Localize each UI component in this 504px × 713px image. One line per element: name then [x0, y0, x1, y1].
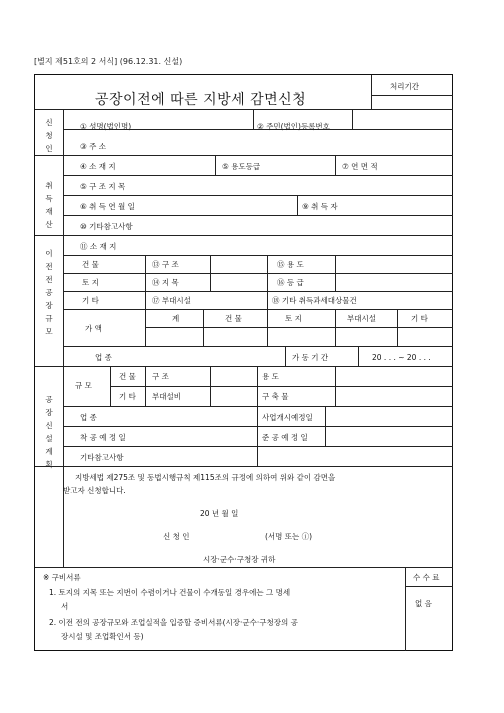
- acquired-other-label: ⑩ 기타참고사항: [80, 222, 133, 231]
- etc-label: 기 타: [82, 296, 99, 305]
- signature-field[interactable]: [210, 527, 260, 541]
- divider: [63, 215, 453, 216]
- plan-facility-label: 부대설비: [152, 392, 181, 401]
- divider: [110, 386, 453, 387]
- land-grade-label: ⑯ 등 급: [277, 278, 304, 287]
- price-total-label: 계: [172, 314, 180, 323]
- divider: [352, 109, 353, 129]
- signature-hint: (서명 또는 ⓘ): [265, 532, 313, 541]
- statement-line-1: 지방세법 제275조 및 동법시행규칙 제115조의 규정에 의하여 위와 같이 감면을: [75, 473, 336, 482]
- divider: [405, 586, 453, 587]
- divider: [63, 406, 453, 407]
- etc-other-label: ⑱ 기타 취득과세대상물건: [272, 296, 357, 305]
- plan-other-label: 기타참고사항: [80, 453, 124, 462]
- divider: [215, 155, 216, 175]
- divider: [335, 255, 336, 291]
- divider: [253, 109, 254, 129]
- construction-start-label: 착 공 예 정 일: [80, 433, 126, 442]
- divider: [63, 273, 453, 274]
- divider: [257, 366, 258, 466]
- divider: [63, 309, 453, 310]
- divider: [285, 346, 286, 366]
- processing-period-label: 처리기간: [390, 82, 419, 91]
- divider: [63, 175, 453, 176]
- addressee: 시장·군수·구청장 귀하: [203, 555, 276, 564]
- plan-section-label: 공 장 신 설 계 획: [45, 395, 53, 469]
- zoning-label: ⑤ 용도등급: [222, 162, 261, 171]
- price-label: 가 액: [85, 324, 102, 333]
- applicant-signature-label: 신 청 인: [163, 532, 190, 541]
- required-docs-heading: ※ 구비서류: [43, 573, 81, 582]
- divider: [63, 446, 453, 447]
- fee-label: 수 수 료: [413, 573, 440, 582]
- divider: [63, 426, 453, 427]
- divider: [35, 466, 453, 467]
- divider: [335, 155, 336, 175]
- before-section-label: 이 전 전 공 장 규 모: [45, 249, 53, 336]
- form-title: 공장이전에 따른 지방세 감면신청: [95, 92, 307, 108]
- divider: [63, 195, 453, 196]
- scale-label: 규 모: [75, 381, 92, 390]
- divider: [358, 346, 359, 366]
- structure-label: ⑤ 구 조 지 목: [80, 182, 126, 191]
- land-label: 토 지: [82, 278, 99, 287]
- divider: [63, 129, 453, 130]
- statement-line-2: 받고자 신청합니다.: [63, 486, 126, 495]
- completion-label: 준 공 예 정 일: [262, 433, 308, 442]
- address-field[interactable]: [150, 135, 450, 151]
- divider: [335, 366, 336, 406]
- price-etc-label: 기 타: [411, 314, 428, 323]
- form-caption: [별지 제51호의 2 서식] (96.12.31. 신설): [34, 57, 183, 66]
- applicant-section-label: 신 청 인: [45, 118, 53, 153]
- plan-structure-label: 구 조: [152, 372, 169, 381]
- required-doc-1: 1. 토지의 지목 또는 지번이 수렴이거나 건물이 수개동일 경우에는 그 명세: [49, 588, 291, 597]
- divider: [63, 346, 453, 347]
- fee-value: 없 음: [415, 599, 432, 608]
- divider: [371, 95, 453, 96]
- application-date: 20 년 월 일: [200, 509, 239, 518]
- application-form: [34, 74, 453, 651]
- divider: [35, 366, 453, 367]
- plan-use-label: 용 도: [262, 372, 279, 381]
- divider: [145, 255, 146, 309]
- required-doc-2-continued: 장시설 및 조업확인서 등): [61, 632, 144, 641]
- acquisition-date-label: ⑥ 취 득 연 월 일: [80, 202, 135, 211]
- reg-no-label: ② 주민(법인)등록번호: [257, 122, 330, 131]
- area-label: ⑦ 연 면 적: [342, 162, 378, 171]
- operation-period-value: 20 . . . ~ 20 . . .: [372, 353, 431, 362]
- price-land-label: 토 지: [285, 314, 302, 323]
- acquired-location-label: ④ 소 재 지: [80, 162, 116, 171]
- building-use-label: ⑮ 용 도: [277, 260, 304, 269]
- divider: [63, 109, 64, 567]
- divider: [35, 235, 453, 236]
- business-start-label: 사업개시예정일: [262, 413, 313, 422]
- divider: [145, 327, 453, 328]
- divider: [63, 291, 453, 292]
- divider: [267, 255, 268, 309]
- name-label: ① 성명(법인명): [80, 122, 132, 131]
- address-label: ③ 주 소: [80, 142, 106, 151]
- divider: [371, 75, 372, 109]
- divider: [210, 255, 211, 291]
- building-structure-label: ⑬ 구 조: [152, 260, 179, 269]
- divider: [405, 567, 406, 651]
- divider: [35, 567, 453, 568]
- acquired-section-label: 취 득 재 산: [45, 181, 53, 229]
- required-doc-1-continued: 서: [61, 602, 69, 611]
- land-category-label: ⑭ 지 목: [152, 278, 179, 287]
- divider: [210, 366, 211, 406]
- price-building-label: 건 물: [225, 314, 242, 323]
- required-doc-2: 2. 이전 전의 공장규모와 조업실적을 입증할 증비서류(시장·군수·구청장의 공: [49, 618, 298, 627]
- price-facility-label: 부대시설: [347, 314, 376, 323]
- business-label: 업 종: [95, 353, 112, 362]
- before-location-label: ⑪ 소 재 지: [80, 242, 117, 251]
- divider: [35, 109, 453, 110]
- building-label: 건 물: [82, 260, 99, 269]
- plan-building-label: 건 물: [119, 372, 136, 381]
- divider: [35, 155, 453, 156]
- plan-structures-label: 구 축 물: [262, 392, 289, 401]
- acquirer-label: ⑨ 취 득 자: [302, 202, 338, 211]
- plan-business-label: 업 종: [80, 413, 97, 422]
- divider: [63, 255, 453, 256]
- divider: [145, 366, 146, 406]
- operation-period-label: 가 동 기 간: [292, 353, 329, 362]
- etc-facility-label: ⑰ 부대시설: [152, 296, 191, 305]
- divider: [297, 195, 298, 215]
- plan-etc-label: 기 타: [119, 392, 136, 401]
